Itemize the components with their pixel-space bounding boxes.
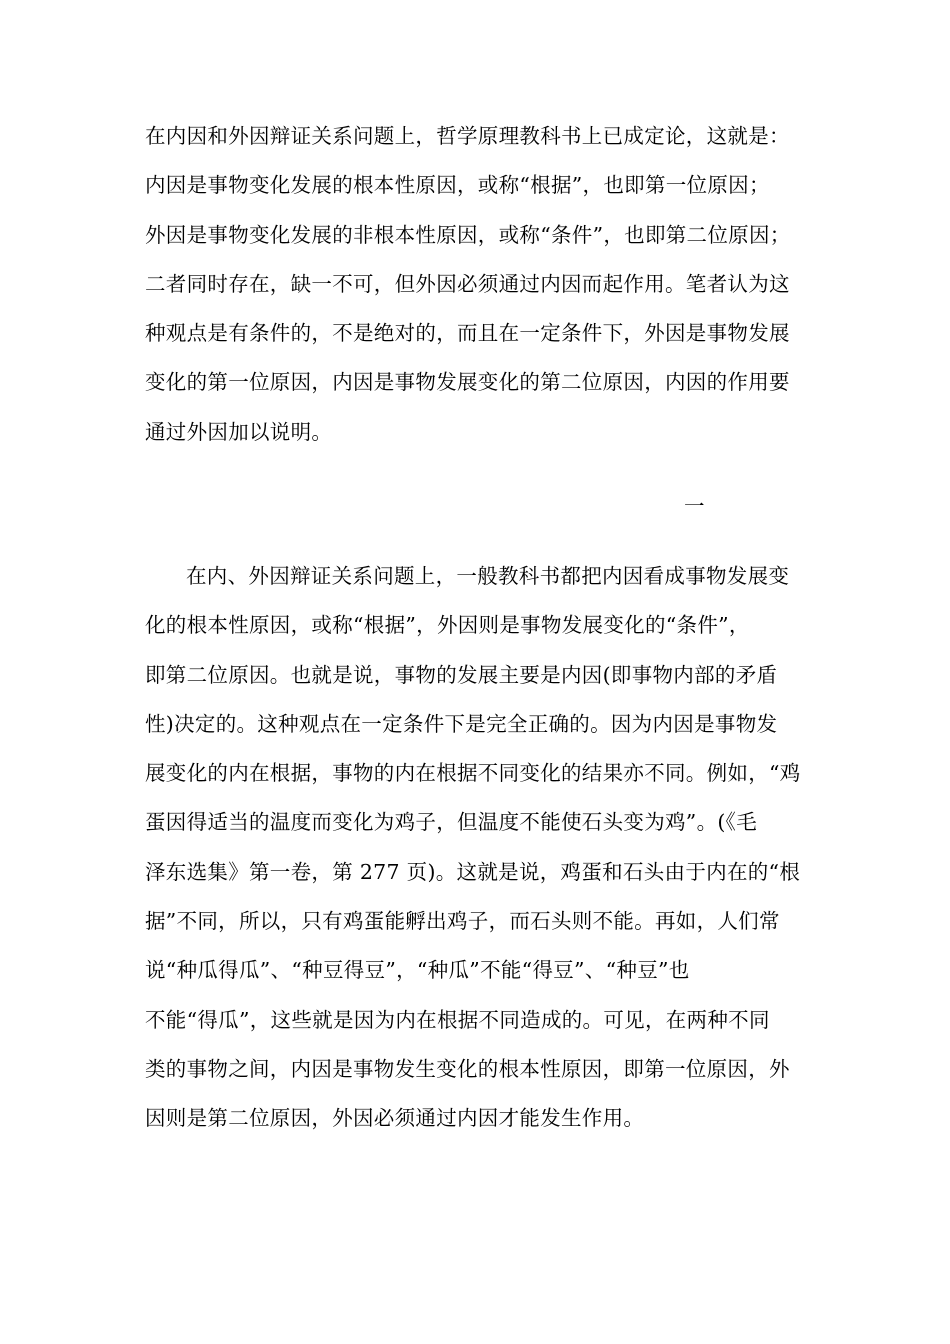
body-line: 类的事物之间，内因是事物发生变化的根本性原因，即第一位原因，外 [145, 1056, 790, 1081]
abstract-line: 通过外因加以说明。 [145, 419, 333, 444]
body-line: 据”不同，所以，只有鸡蛋能孵出鸡子，而石头则不能。再如，人们常 [145, 909, 780, 934]
abstract-line: 外因是事物变化发展的非根本性原因，或称“条件”，也即第二位原因； [145, 222, 791, 247]
body-line: 性)决定的。这种观点在一定条件下是完全正确的。因为内因是事物发 [145, 711, 778, 736]
body-line: 化的根本性原因，或称“根据”，外因则是事物发展变化的“条件”， [145, 613, 750, 638]
body-line: 说“种瓜得瓜”、“种豆得豆”，“种瓜”不能“得豆”、“种豆”也 [145, 958, 690, 983]
body-line: 在内、外因辩证关系问题上，一般教科书都把内因看成事物发展变 [186, 564, 790, 588]
body-line: 不能“得瓜”，这些就是因为内在根据不同造成的。可见，在两种不同 [145, 1007, 770, 1032]
body-line: 泽东选集》第一卷，第 277 页)。这就是说，鸡蛋和石头由于内在的“根 [145, 859, 801, 884]
body-line: 展变化的内在根据，事物的内在根据不同变化的结果亦不同。例如，“鸡 [145, 761, 801, 786]
body-paragraph [145, 552, 810, 1144]
abstract-line: 二者同时存在，缺一不可，但外因必须通过内因而起作用。笔者认为这 [145, 271, 790, 296]
abstract-line: 变化的第一位原因，内因是事物发展变化的第二位原因，内因的作用要 [145, 370, 790, 395]
abstract-line: 内因是事物变化发展的根本性原因，或称“根据”，也即第一位原因； [145, 173, 770, 198]
abstract-line: 种观点是有条件的，不是绝对的，而且在一定条件下，外因是事物发展 [145, 321, 790, 346]
body-line: 蛋因得适当的温度而变化为鸡子，但温度不能使石头变为鸡”。(《毛 [145, 810, 758, 835]
body-line: 即第二位原因。也就是说，事物的发展主要是内因(即事物内部的矛盾 [145, 662, 778, 687]
abstract-line: 在内因和外因辩证关系问题上，哲学原理教科书上已成定论，这就是： [145, 124, 790, 148]
abstract-paragraph [145, 112, 810, 457]
section-number: 一 [684, 494, 705, 518]
body-line: 因则是第二位原因，外因必须通过内因才能发生作用。 [145, 1106, 645, 1131]
